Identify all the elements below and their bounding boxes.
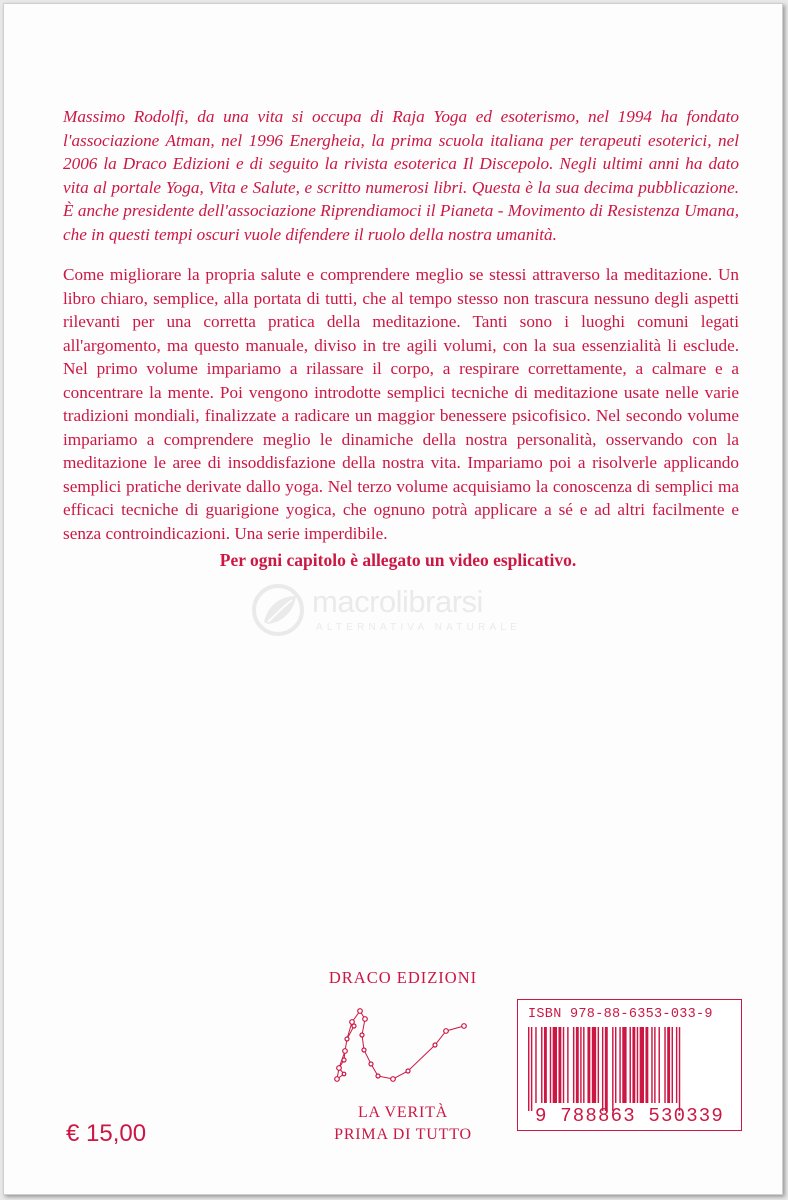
barcode-bar	[535, 1027, 536, 1103]
barcode-bar	[612, 1027, 613, 1111]
watermark	[250, 582, 560, 642]
barcode-bar	[679, 1027, 680, 1111]
barcode-bar	[605, 1027, 608, 1111]
price: € 15,00	[66, 1120, 147, 1147]
barcode-bar	[550, 1027, 551, 1103]
barcode-bar	[573, 1027, 574, 1103]
barcode-block	[517, 999, 742, 1131]
barcode-bar	[619, 1027, 620, 1103]
barcode-bar	[640, 1027, 644, 1103]
barcode-bar	[622, 1027, 626, 1103]
barcode-bar	[651, 1027, 652, 1103]
barcode-bar	[632, 1027, 635, 1103]
publisher-name: DRACO EDIZIONI	[328, 968, 478, 987]
video-highlight: Per ogni capitolo è allegato un video esplicativo.	[219, 550, 577, 570]
watermark-tagline: ALTERNATIVA NATURALE	[316, 622, 521, 633]
barcode-bar	[667, 1027, 670, 1103]
motto-line-1: LA VERITÀ	[357, 1104, 448, 1121]
book-description: Come migliorare la propria salute e comprendere meglio se stessi attraverso la meditazione. Un libro chiaro, semplice, alla portata di tutti, che al tempo stesso non trascura nessuno degli aspetti rilevanti per una corretta pratica della meditazione. Tanti sono i luoghi comuni legati all'argomento, ma questo manuale, diviso in tre agili volumi, con la sua essenzialità li esclude. Nel primo volume impariamo a rilassare il corpo, a respirare correttamente, a calmare e a concentrare la mente. Poi vengono introdotte semplici tecniche di meditazione usate nelle varie tradizioni mondiali, finalizzate a radicare un maggior benessere psicofisico. Nel secondo volume impariamo a comprendere meglio le dinamiche della nostra personalità, osservando con la meditazione le aree di insoddisfazione della nostra vita. Impariamo poi a risolverle applicando semplici pratiche derivate dallo yoga. Nel terzo volume acquisiamo la conoscenza di semplici ma efficaci tecniche di guarigione yogica, che ognuno potrà applicare a sé e ad altri facilmente e senza controindicazioni. Una serie imperdibile.	[63, 265, 739, 543]
barcode-bar	[576, 1027, 579, 1103]
barcode-bar	[558, 1027, 561, 1103]
watermark-brand: macrolibrarsi	[312, 584, 483, 619]
barcode-bar	[592, 1027, 596, 1103]
barcode-bar	[528, 1027, 529, 1111]
barcode-bar	[587, 1027, 590, 1103]
barcode-bar	[615, 1027, 616, 1103]
barcode-bar	[583, 1027, 584, 1103]
book-back-cover	[3, 3, 783, 1195]
barcode-bar	[598, 1027, 599, 1103]
barcode	[528, 1027, 731, 1111]
barcode-bar	[541, 1027, 542, 1103]
barcode-bar	[602, 1027, 603, 1111]
barcode-bar	[672, 1027, 673, 1103]
barcode-bar	[567, 1027, 568, 1103]
barcode-bar	[630, 1027, 631, 1103]
draco-constellation-icon	[314, 1004, 474, 1094]
barcode-bar	[544, 1027, 547, 1103]
barcode-bar	[553, 1027, 557, 1103]
isbn-label: ISBN 978-88-6353-033-9	[528, 1007, 713, 1022]
barcode-bar	[664, 1027, 665, 1103]
barcode-bar	[563, 1027, 564, 1103]
barcode-bar	[531, 1027, 532, 1111]
barcode-bar	[645, 1027, 648, 1103]
barcode-bar	[676, 1027, 677, 1103]
barcode-bar	[637, 1027, 638, 1103]
barcode-digits: 9 788863 530339	[534, 1105, 725, 1127]
leaf-logo-icon	[250, 582, 306, 638]
barcode-bar	[580, 1027, 581, 1103]
publisher-motto	[313, 1102, 493, 1146]
motto-line-2: PRIMA DI TUTTO	[334, 1126, 472, 1143]
author-bio: Massimo Rodolfi, da una vita si occupa di Raja Yoga ed esoterismo, nel 1994 ha fondato l'associazione Atman, nel 1996 Energheia, la prima scuola italiana per terapeuti esoterici, nel 2006 la Draco Edizioni e di seguito la rivista esoterica Il Discepolo. Negli ultimi anni ha dato vita al portale Yoga, Vita e Salute, e scritto numerosi libri. Questa è la sua decima pubblicazione. È anche presidente dell'associazione Riprendiamoci il Pianeta - Movimento di Resistenza Umana, che in questi tempi oscuri vuole difendere il ruolo della nostra umanità.	[63, 107, 739, 244]
barcode-bar	[654, 1027, 655, 1103]
barcode-bar	[659, 1027, 660, 1103]
